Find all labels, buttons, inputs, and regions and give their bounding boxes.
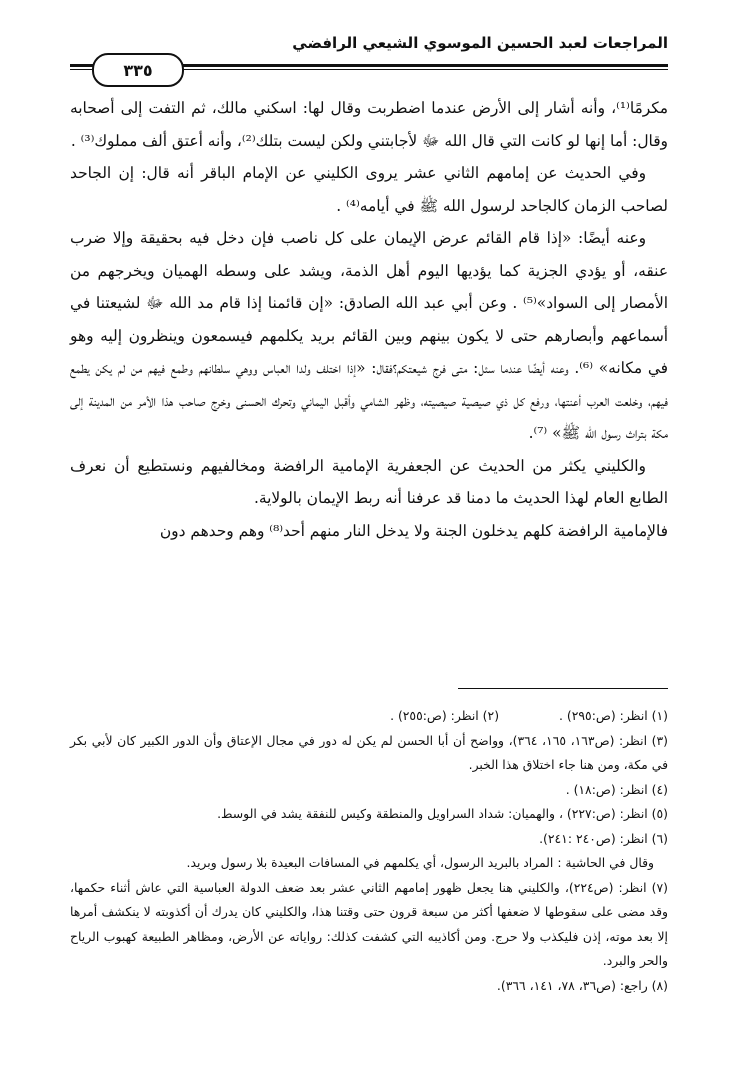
footnote-6-note: وقال في الحاشية : المراد بالبريد الرسول، أي يكلمهم في المسافات البعيدة بلا رسول وبريد.: [186, 855, 654, 870]
main-text: [70, 92, 668, 547]
footnotes: [70, 704, 668, 998]
footnote-row: [70, 704, 668, 729]
paragraph: وعنه أيضًا: «إذا قام القائم عرض الإيمان على كل ناصب فإن دخل فيه بحقيقة وإلا ضرب عنقه، أو يؤدي الجزية كما يؤديها اليوم أهل الذمة، ويشد على وسطه الهميان ويخرجهم من الأمصار إلى السواد»⁽⁵⁾ . وعن أبي عبد الله الصادق: «إن قائمنا إذا قام مد الله ﷻ لشيعتنا في أسماعهم وأبصارهم حتى لا يكون بينهم وبين القائم بريد يكلمهم فيسمعون وينظرون إليه وهو في مكانه» ⁽⁶⁾. وعنه أيضًا عندما سئل: متى فرج شيعتكم؟فقال: «إذا اختلف ولدا العباس ووهي سلطانهم وطمع فيهم من لم يكن يطمع فيهم، وخلعت العرب أعنتها، ورفع كل ذي صيصية صيصيته، وظهر الشامي وأقبل اليماني وتحرك الحسنى وخرج صاحب هذا الأمر من المدينة إلى مكة بتراث رسول الله ﷺ» ⁽⁷⁾.: [70, 229, 669, 442]
footnote-2: (٢) انظر: (ص:٢٥٥) .: [390, 708, 500, 723]
page-number-badge: ٣٣٥: [92, 53, 184, 87]
paragraph: فالإمامية الرافضة كلهم يدخلون الجنة ولا يدخل النار منهم أحد⁽⁸⁾ وهم وحدهم دون: [159, 521, 668, 540]
paragraph: مكرمًا⁽¹⁾، وأنه أشار إلى الأرض عندما اضطربت وقال لها: اسكني مالك، ثم التفت إلى أصحابه وقال: أما إنها لو كانت التي قال الله ﷻ لأجابتني ولكن ليست بتلك⁽²⁾، وأنه أعتق ألف مملوك⁽³⁾ .: [70, 99, 668, 150]
footnote-separator: [458, 688, 668, 689]
running-header-title: المراجعات لعبد الحسين الموسوي الشيعي الرافضي: [292, 34, 668, 52]
footnote-5: (٥) انظر: (ص:٢٢٧) ، والهميان: شداد السراويل والمنطقة وكيس للنفقة يشد في الوسط.: [217, 806, 668, 821]
footnote-7: (٧) انظر: (ص٢٢٤)، والكليني هنا يجعل ظهور إمامهم الثاني عشر بعد ضعف الدولة العباسية التي عاش أثناء حكمها، وقد مضى على سقوطها لا ضعفها أكثر من سبعة قرون حتى وقتنا هذا، والكليني كان يدرك أن أكذوبته لا ينكشف أمرها إلا بعد موته، إذن فليكذب ولا حرج. ومن أكاذيبه التي كشفت كذلك: رواياته عن الأرض، ومظاهر الطبيعة كهبوب الرياح والحر والبرد.: [70, 879, 669, 968]
footnote-4: (٤) انظر: (ص:١٨) .: [565, 781, 668, 797]
footnote-3: (٣) انظر: (ص١٦٣، ١٦٥، ٣٦٤)، وواضح أن أبا الحسن لم يكن له دور في مجال الإعتاق وأن الدور الكبير كان لأبي بكر في مكة، ومن هنا جاء اختلاق هذا الخبر.: [70, 732, 668, 772]
paragraph: وفي الحديث عن إمامهم الثاني عشر يروى الكليني عن الإمام الباقر أنه قال: إن الجاحد لصاحب الزمان كالجاحد لرسول الله ﷺ في أيامه⁽⁴⁾ .: [70, 164, 668, 215]
footnote-8: (٨) راجع: (ص٣٦، ٧٨، ١٤١، ٣٦٦).: [496, 977, 668, 993]
footnote-1: (١) انظر: (ص:٢٩٥) .: [559, 708, 668, 723]
paragraph: والكليني يكثر من الحديث عن الجعفرية الإمامية الرافضة ومخالفيهم ونستطيع أن نعرف الطابع العام لهذا الحديث ما دمنا قد عرفنا أنه ربط الإيمان بالولاية.: [70, 456, 668, 507]
footnote-6: (٦) انظر: (ص٢٤٠ :٢٤١).: [539, 830, 668, 846]
